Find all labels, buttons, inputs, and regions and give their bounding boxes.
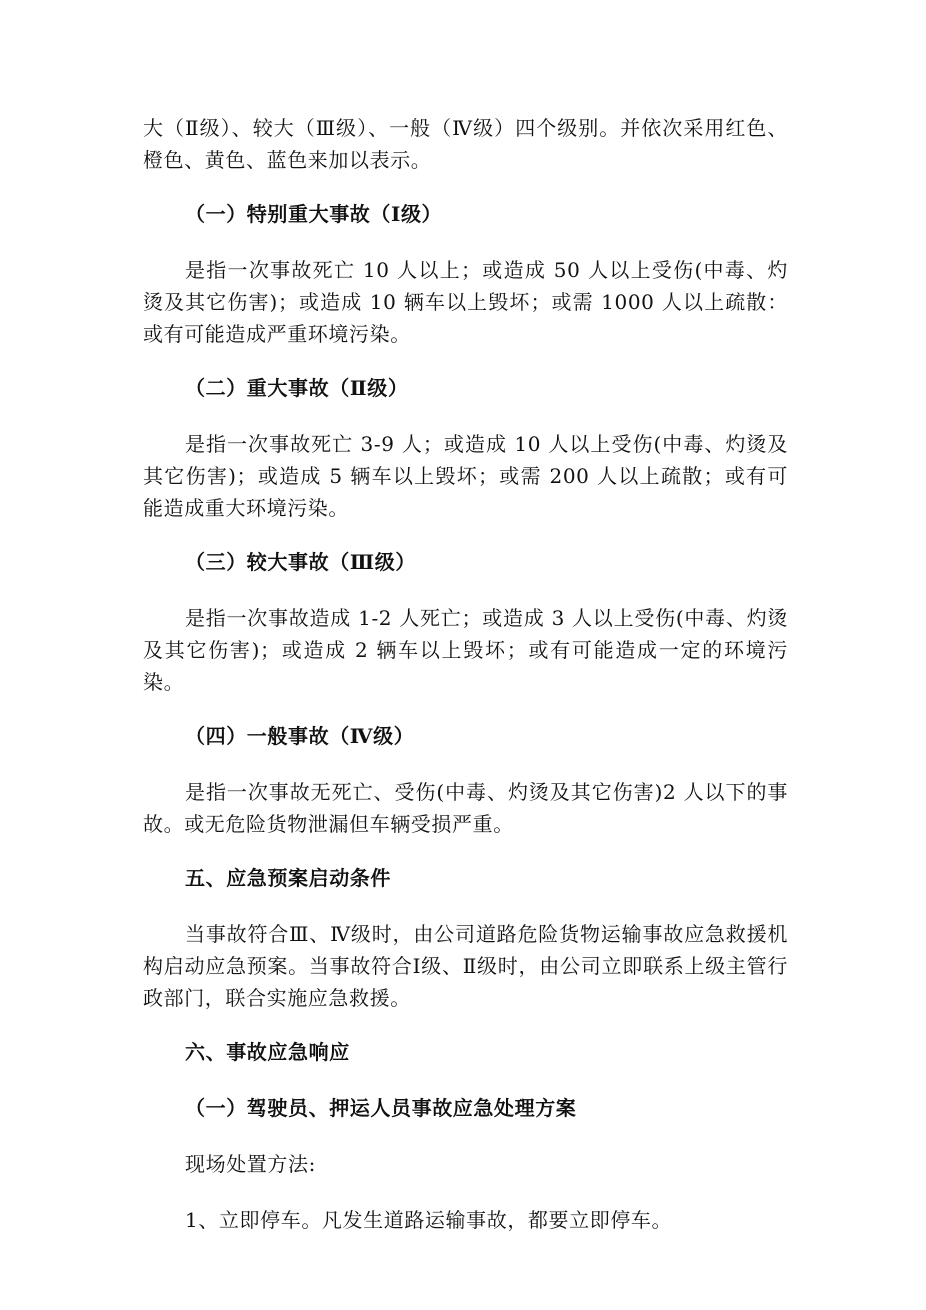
intro-paragraph: 大（Ⅱ级）、较大（Ⅲ级）、一般（Ⅳ级）四个级别。并依次采用红色、橙色、黄色、蓝色来加以表示。 (143, 116, 788, 172)
heading-level-4: （四）一般事故（Ⅳ级） (185, 724, 415, 748)
onsite-method-label: 现场处置方法: (185, 1152, 316, 1176)
paragraph-level-4: 是指一次事故无死亡、受伤(中毒、灼烫及其它伤害)2 人以下的事故。或无危险货物泄漏但车辆受损严重。 (143, 780, 788, 836)
paragraph-level-1: 是指一次事故死亡 10 人以上；或造成 50 人以上受伤(中毒、灼烫及其它伤害)；或造成 10 辆车以上毁坏；或需 1000 人以上疏散：或有可能造成严重环境污染。 (143, 258, 788, 346)
step-1-paragraph: 1、立即停车。凡发生道路运输事故，都要立即停车。 (185, 1208, 673, 1232)
paragraph-level-3: 是指一次事故造成 1-2 人死亡；或造成 3 人以上受伤(中毒、灼烫及其它伤害)；或造成 2 辆车以上毁坏；或有可能造成一定的环境污染。 (143, 606, 788, 694)
paragraph-section-5: 当事故符合Ⅲ、Ⅳ级时，由公司道路危险货物运输事故应急救援机构启动应急预案。当事故符合Ⅰ级、Ⅱ级时，由公司立即联系上级主管行政部门，联合实施应急救援。 (143, 922, 788, 1010)
heading-subsection-1: （一）驾驶员、押运人员事故应急处理方案 (185, 1096, 577, 1120)
heading-level-3: （三）较大事故（Ⅲ级） (185, 550, 416, 574)
heading-section-5: 五、应急预案启动条件 (185, 866, 391, 890)
document-page (143, 112, 788, 1236)
heading-level-1: （一）特别重大事故（Ⅰ级） (185, 202, 443, 226)
heading-section-6: 六、事故应急响应 (185, 1040, 350, 1064)
paragraph-level-2: 是指一次事故死亡 3-9 人；或造成 10 人以上受伤(中毒、灼烫及其它伤害)；或造成 5 辆车以上毁坏；或需 200 人以上疏散；或有可能造成重大环境污染。 (143, 432, 788, 520)
heading-level-2: （二）重大事故（Ⅱ级） (185, 376, 409, 400)
